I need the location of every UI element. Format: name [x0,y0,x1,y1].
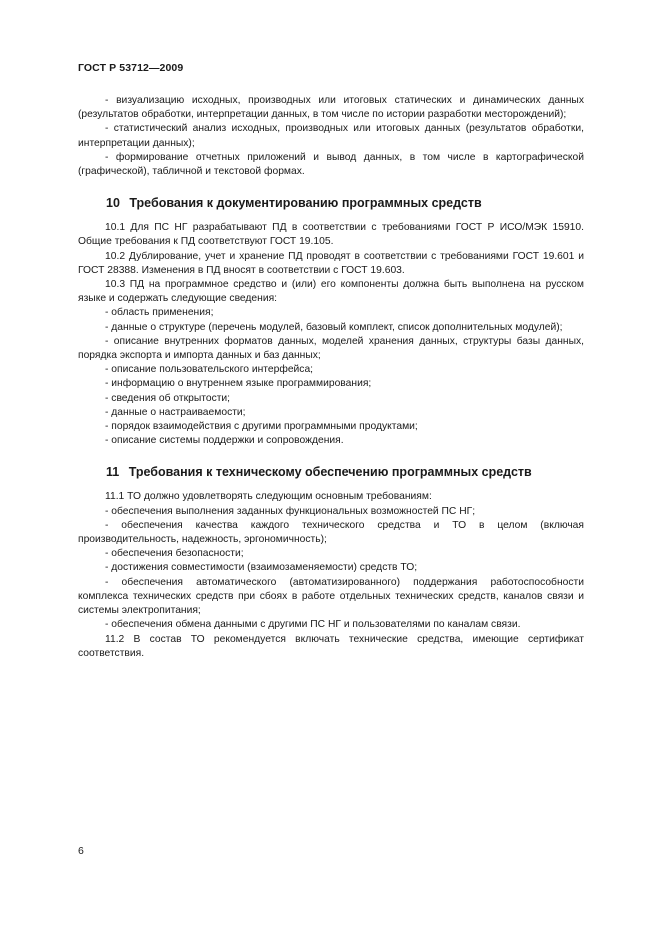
section-11-number: 11 [106,465,120,480]
list-item: - обеспечения выполнения заданных функциональных возможностей ПС НГ; [105,505,476,517]
section-10-title: Требования к документированию программных средств [129,196,482,211]
list-item: - обеспечения качества каждого технического средства и ТО в целом (включая производительность, надежность, эргономичность); [78,519,584,546]
intro-item: - формирование отчетных приложений и вывод данных, в том числе в картографической (графической), табличной и текстовой формах. [78,151,584,178]
list-item: - сведения об открытости; [105,392,231,404]
list-item: - порядок взаимодействия с другими программными продуктами; [105,421,418,433]
list-item: - обеспечения обмена данными с другими ПС НГ и пользователями по каналам связи. [105,619,521,631]
intro-item: - статистический анализ исходных, производных или итоговых данных (результатов обработки, интерпретации данных); [78,123,584,149]
section-10-number: 10 [106,196,120,211]
section-10-heading [78,195,584,211]
clause-11-1: 11.1 ТО должно удовлетворять следующим основным требованиям: [105,491,432,503]
page-number: 6 [78,845,84,857]
list-item: - описание внутренних форматов данных, моделей хранения данных, структуры базы данных, порядка экспорта и импорта данных и баз данных; [78,335,584,362]
list-item: - данные о структуре (перечень модулей, базовый комплект, список дополнительных модулей); [105,321,563,333]
section-11-heading [78,464,584,480]
list-item: - обеспечения безопасности; [105,548,244,560]
list-item: - информацию о внутреннем языке программирования; [105,378,372,390]
list-item: - область применения; [105,307,214,319]
clause-10-2: 10.2 Дублирование, учет и хранение ПД проводят в соответствии с требованиями ГОСТ 19.601 и ГОСТ 28388. Изменения в ПД вносят в соответствии с ГОСТ 19.603. [78,250,584,276]
document-header: ГОСТ Р 53712—2009 [78,62,184,74]
clause-11-2: 11.2 В состав ТО рекомендуется включать технические средства, имеющие сертификат соответствия. [78,633,584,659]
list-item: - обеспечения автоматического (автоматизированного) поддержания работоспособности комплекса технических средств при сбоях в работе отдельных технических средств, каналов связи и системы электропитания; [78,576,584,617]
section-11-title: Требования к техническому обеспечению программных средств [128,465,532,480]
clause-10-3: 10.3 ПД на программное средство и (или) его компоненты должна быть выполнена на русском языке и содержать следующие сведения: [78,279,584,305]
clause-10-1: 10.1 Для ПС НГ разрабатывают ПД в соответствии с требованиями ГОСТ Р ИСО/МЭК 15910. Общие требования к ПД соответствуют ГОСТ 19.105. [78,222,584,248]
intro-item: - визуализацию исходных, производных или итоговых статических и динамических данных (результатов обработки, интерпретации данных, в том числе по истории разработки месторождений); [78,95,584,121]
list-item: - описание системы поддержки и сопровождения. [105,435,344,447]
list-item: - данные о настраиваемости; [105,406,246,418]
list-item: - описание пользовательского интерфейса; [105,364,314,376]
list-item: - достижения совместимости (взаимозаменяемости) средств ТО; [105,562,418,574]
page-body [78,94,584,661]
